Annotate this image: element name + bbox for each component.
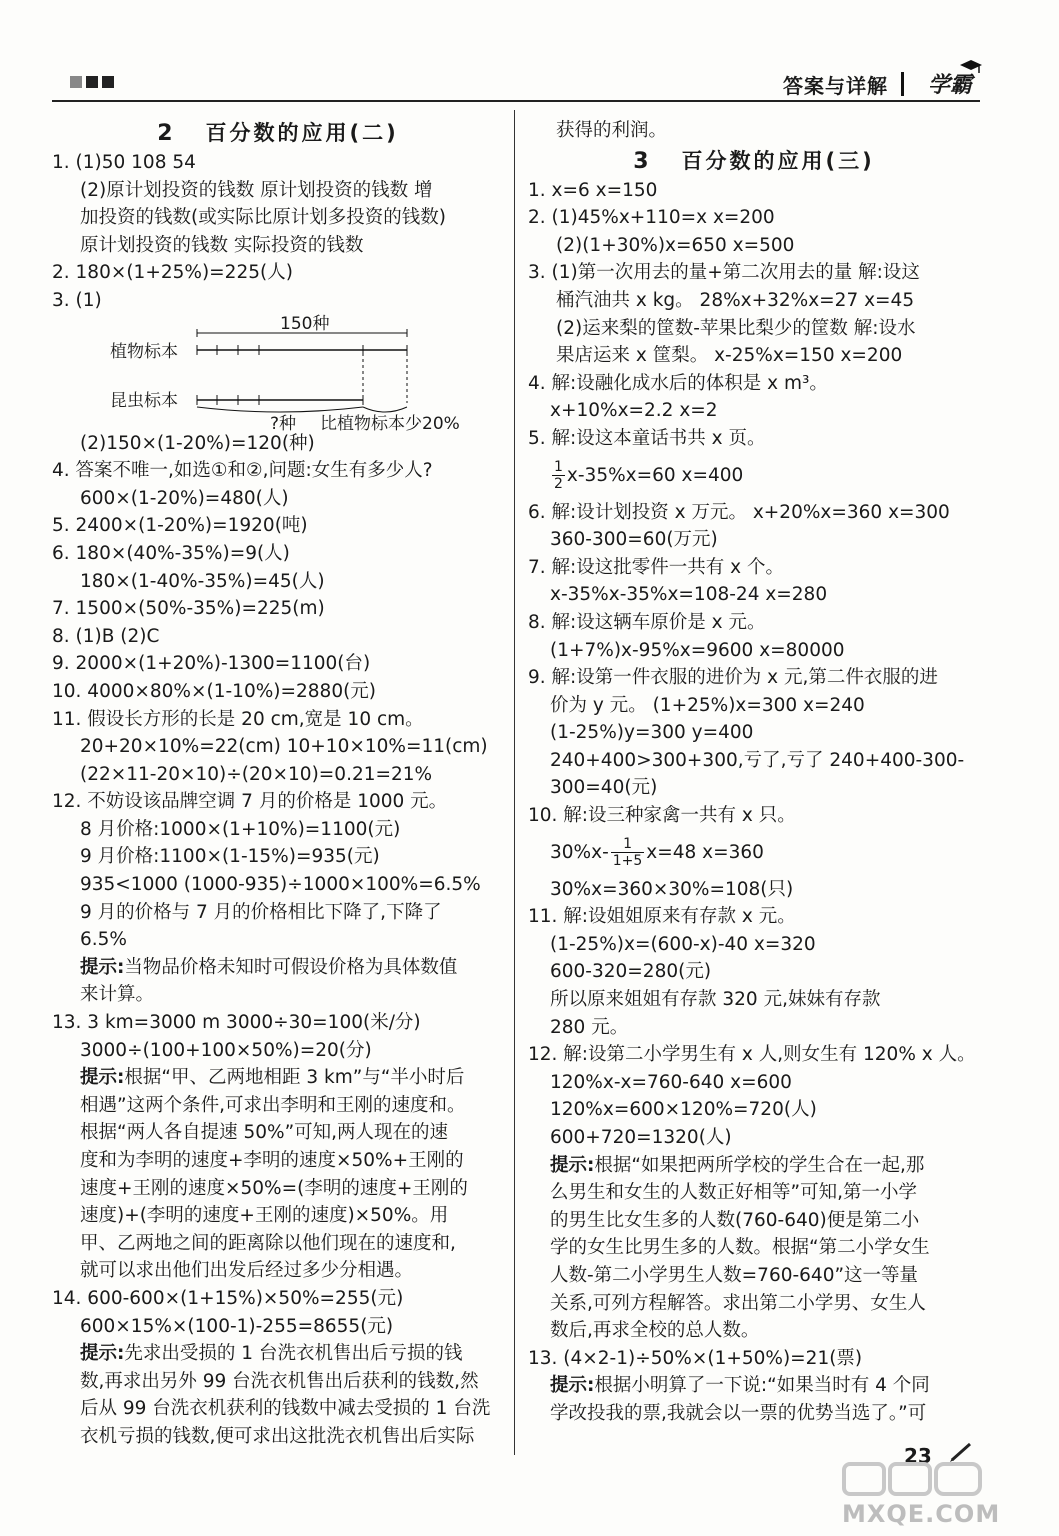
- answer-line: 5. 2400×(1-20%)=1920(吨): [52, 515, 308, 537]
- hint-line: 度和为李明的速度+李明的速度×50%+王刚的: [80, 1150, 464, 1171]
- hint-line: 提示:先求出受损的 1 台洗衣机售出后亏损的钱: [80, 1343, 463, 1365]
- hint-line: 相遇”这两个条件,可求出李明和王刚的速度和。: [80, 1094, 466, 1116]
- answer-line: 1. (1)50 108 54: [52, 152, 196, 173]
- answer-line: (2)150×(1-20%)=120(种): [80, 432, 315, 454]
- right-column: [528, 117, 980, 1428]
- answer-line: 所以原来姐姐有存款 320 元,妹妹有存款: [550, 989, 881, 1011]
- hint-line: 提示:根据小明算了一下说:“如果当时有 4 个同: [550, 1375, 930, 1397]
- answer-line: 13. 3 km=3000 m 3000÷30=100(米/分): [52, 1012, 421, 1034]
- hint-line: 速度+王刚的速度×50%=(李明的速度+王刚的: [80, 1177, 468, 1199]
- answer-line: 3. (1): [52, 289, 102, 311]
- fraction-equation: $\frac{1}{2}$ x-35%x=60 x=400: [554, 459, 744, 493]
- section-title-2: 2 百分数的应用(二): [157, 121, 399, 146]
- answer-line: (22×11-20×10)÷(20×10)=0.21=21%: [80, 763, 433, 785]
- header-title: 答案与详解: [783, 74, 888, 98]
- header-brand: 学霸: [927, 73, 972, 98]
- hint-line: 就可以求出他们出发后经过多少分相遇。: [80, 1260, 414, 1282]
- diagram-insect-label: 昆虫标本: [110, 390, 178, 411]
- hint-line: 提示:当物品价格未知时可假设价格为具体数值: [80, 956, 458, 978]
- answer-line: 加投资的钱数(或实际比原计划多投资的钱数): [80, 207, 446, 229]
- answer-line: (2)(1+30%)x=650 x=500: [556, 234, 795, 256]
- answer-line: x-35%x-35%x=108-24 x=280: [550, 584, 828, 606]
- answer-line: 300=40(元): [550, 777, 658, 799]
- watermark: [838, 1458, 1001, 1528]
- fraction-half: $\frac{1}{2}$: [554, 459, 563, 493]
- answer-line: 2. 180×(1+25%)=225(人): [52, 262, 293, 284]
- hint-line: 学改投我的票,我就会以一票的优势当选了。”可: [550, 1402, 927, 1424]
- header-separator: [901, 72, 904, 96]
- hint-line: 后从 99 台洗衣机获利的钱数中减去受损的 1 台洗: [80, 1398, 491, 1420]
- answer-line: 8. 解:设这辆车原价是 x 元。: [528, 611, 766, 633]
- answer-line: 4. 答案不唯一,如选①和②,问题:女生有多少人?: [52, 460, 433, 482]
- page-number: 23: [904, 1444, 932, 1468]
- line-segment-diagram: [52, 313, 504, 434]
- answer-line: 8 月价格:1000×(1+10%)=1100(元): [80, 818, 401, 840]
- answer-line: 12. 不妨设该品牌空调 7 月的价格是 1000 元。: [52, 791, 448, 813]
- answer-line: 2. (1)45%x+110=x x=200: [528, 207, 775, 229]
- column-divider: [514, 110, 515, 1455]
- header-rule: [52, 100, 980, 102]
- answer-line: (2)运来梨的筐数-苹果比梨少的筐数 解:设水: [556, 317, 916, 339]
- answer-line: 30%x=360×30%=108(只): [550, 878, 794, 900]
- answer-line: 5. 解:设这本童话书共 x 页。: [528, 427, 766, 449]
- hint-line: 数后,再求全校的总人数。: [550, 1320, 760, 1342]
- hint-line: 衣机亏损的钱数,便可求出这批洗衣机售出后实际: [80, 1425, 475, 1447]
- answer-line: 20+20×10%=22(cm) 10+10×10%=11(cm): [80, 736, 488, 758]
- answer-line: 8. (1)B (2)C: [52, 625, 160, 647]
- answer-line: 240+400>300+300,亏了,亏了 240+400-300-: [550, 749, 965, 771]
- answer-line: 6.5%: [80, 929, 127, 951]
- hint-line: 提示:根据“甲、乙两地相距 3 km”与“半小时后: [80, 1067, 465, 1089]
- page-header: [52, 66, 982, 100]
- fraction-one-sixth: $\frac{1}{1+5}$: [612, 836, 643, 870]
- answer-line: 9. 2000×(1+20%)-1300=1100(台): [52, 653, 371, 675]
- answer-line: 9 月价格:1100×(1-15%)=935(元): [80, 846, 380, 868]
- hint-line: 来计算。: [80, 984, 155, 1006]
- hint-line: 么男生和女生的人数正好相等”可知,第一小学: [550, 1182, 917, 1204]
- answer-line: 360-300=60(万元): [550, 529, 718, 551]
- answer-line: (2)原计划投资的钱数 原计划投资的钱数 增: [80, 179, 433, 201]
- answer-line: 4. 解:设融化成水后的体积是 x m³。: [528, 372, 828, 394]
- answer-line: 120%x-x=760-640 x=600: [550, 1071, 792, 1093]
- fraction-equation: 30%x- $\frac{1}{1+5}$ x=48 x=360: [550, 836, 764, 870]
- answer-line: 12. 解:设第二小学男生有 x 人,则女生有 120% x 人。: [528, 1044, 976, 1066]
- answer-line: 桶汽油共 x kg。 28%x+32%x=27 x=45: [556, 289, 915, 311]
- answer-line: 果店运来 x 筐梨。 x-25%x=150 x=200: [556, 345, 903, 367]
- answer-line: 280 元。: [550, 1016, 629, 1038]
- answer-line: 13. (4×2-1)÷50%×(1+50%)=21(票): [528, 1347, 863, 1369]
- answer-line: 600×(1-20%)=480(人): [80, 487, 289, 509]
- section-title-3: 3 百分数的应用(三): [633, 148, 875, 174]
- answer-line: (1-25%)y=300 y=400: [550, 722, 754, 744]
- answer-line: 10. 4000×80%×(1-10%)=2880(元): [52, 680, 377, 702]
- answer-line: 6. 解:设计划投资 x 万元。 x+20%x=360 x=300: [528, 501, 950, 523]
- answer-line: (1+7%)x-95%x=9600 x=80000: [550, 639, 845, 661]
- diagram-compare-label: 比植物标本少20%: [320, 413, 460, 434]
- hint-line: 的男生比女生多的人数(760-640)便是第二小: [550, 1209, 920, 1231]
- diagram-plant-label: 植物标本: [110, 341, 178, 362]
- hint-line: 人数-第二小学男生人数=760-640”这一等量: [550, 1264, 919, 1286]
- answer-line: 935<1000 (1000-935)÷1000×100%=6.5%: [80, 874, 481, 896]
- answer-line: 600×15%×(100-1)-255=8655(元): [80, 1315, 394, 1337]
- answer-line: 原计划投资的钱数 实际投资的钱数: [80, 234, 364, 256]
- answer-line: 6. 180×(40%-35%)=9(人): [52, 542, 290, 564]
- answer-line: 180×(1-40%-35%)=45(人): [80, 570, 325, 592]
- hint-line: 关系,可列方程解答。求出第二小学男、女生人: [550, 1292, 926, 1314]
- answer-line: 11. 假设长方形的长是 20 cm,宽是 10 cm。: [52, 708, 424, 730]
- answer-line: (1-25%)x=(600-x)-40 x=320: [550, 933, 816, 955]
- hint-line: 根据“两人各自提速 50%”可知,两人现在的速: [80, 1122, 449, 1144]
- diagram-unknown-label: ?种: [270, 413, 297, 434]
- answer-line: 14. 600-600×(1+15%)×50%=255(元): [52, 1287, 404, 1309]
- hint-line: 甲、乙两地之间的距离除以他们现在的速度和,: [80, 1232, 456, 1254]
- answer-line: 7. 解:设这批零件一共有 x 个。: [528, 556, 784, 578]
- answer-line: 3000÷(100+100×50%)=20(分): [80, 1039, 372, 1061]
- answer-line: 1. x=6 x=150: [528, 179, 658, 201]
- answer-line: 9. 解:设第一件衣服的进价为 x 元,第二件衣服的进: [528, 667, 938, 689]
- hint-line: 速度)+(李明的速度+王刚的速度)×50%。用: [80, 1205, 449, 1227]
- answer-line: 7. 1500×(50%-35%)=225(m): [52, 598, 325, 620]
- hint-line: 提示:根据“如果把两所学校的学生合在一起,那: [550, 1154, 925, 1176]
- graduation-cap-icon: [960, 60, 982, 74]
- answer-line: 获得的利润。: [556, 120, 668, 141]
- answer-line: 600+720=1320(人): [550, 1127, 732, 1148]
- answer-line: 10. 解:设三种家禽一共有 x 只。: [528, 805, 796, 827]
- header-squares: [70, 76, 114, 88]
- left-column: [52, 117, 504, 1451]
- answer-line: 9 月的价格与 7 月的价格相比下降了,下降了: [80, 901, 442, 923]
- answer-line: 600-320=280(元): [550, 961, 712, 983]
- answer-line: 价为 y 元。 (1+25%)x=300 x=240: [550, 694, 865, 716]
- answer-line: 120%x=600×120%=720(人): [550, 1099, 817, 1121]
- watermark-logo-icon: [838, 1458, 988, 1498]
- watermark-text: MXQE.COM: [842, 1500, 1001, 1528]
- answer-line: 3. (1)第一次用去的量+第二次用去的量 解:设这: [528, 262, 920, 284]
- answer-line: 11. 解:设姐姐原来有存款 x 元。: [528, 906, 796, 928]
- hint-line: 数,再求出另外 99 台洗衣机售出后获利的钱数,然: [80, 1370, 479, 1392]
- hint-line: 学的女生比男生多的人数。根据“第二小学女生: [550, 1237, 930, 1259]
- answer-line: x+10%x=2.2 x=2: [550, 400, 718, 422]
- diagram-total-label: 150种: [280, 313, 330, 334]
